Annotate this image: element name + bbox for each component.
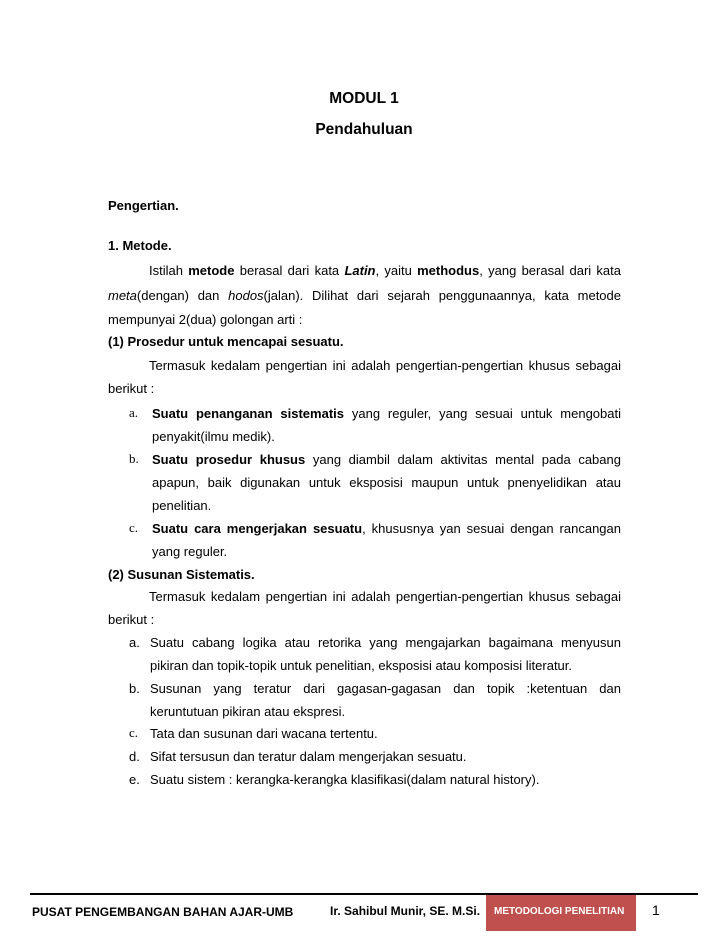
susunan-item-e-marker: e. — [129, 772, 140, 787]
section-heading: Pengertian. — [108, 198, 179, 213]
prosedur-item-c-marker: c. — [129, 520, 139, 535]
prosedur-item-a-marker: a. — [129, 405, 139, 420]
prosedur-intro-2: berikut : — [108, 381, 155, 396]
susunan-item-a-marker: a. — [129, 635, 140, 650]
prosedur-item-b-line-1: Suatu prosedur khusus yang diambil dalam aktivitas mental pada cabang — [152, 452, 621, 467]
footer-author: Ir. Sahibul Munir, SE. M.Si. — [330, 904, 481, 918]
prosedur-item-a-line-1: Suatu penanganan sistematis yang reguler, yang sesuai untuk mengobati — [152, 406, 621, 421]
prosedur-item-c-line-2: yang reguler. — [152, 544, 228, 559]
susunan-item-b-line-1: Susunan yang teratur dari gagasan-gagasan dan topik :ketentuan dan — [150, 681, 621, 696]
prosedur-intro-1: Termasuk kedalam pengertian ini adalah pengertian-pengertian khusus sebagai — [149, 358, 621, 373]
susunan-item-c-marker: c. — [129, 725, 139, 740]
prosedur-item-a-line-2: penyakit(ilmu medik). — [152, 429, 275, 444]
susunan-item-a-line-1: Suatu cabang logika atau retorika yang mengajarkan bagaimana menyusun — [150, 635, 621, 650]
susunan-item-b-marker: b. — [129, 681, 140, 696]
page-subtitle: Pendahuluan — [315, 121, 413, 138]
prosedur-item-b-marker: b. — [129, 451, 139, 466]
prosedur-item-c-line-1: Suatu cara mengerjakan sesuatu, khususnya yan sesuai dengan rancangan — [152, 521, 621, 536]
susunan-item-a-line-2: pikiran dan topik-topik untuk penelitian, eksposisi atau komposisi literatur. — [150, 658, 573, 673]
susunan-item-b-line-2: keruntutuan pikiran atau ekspresi. — [150, 704, 346, 719]
susunan-item-d-marker: d. — [129, 749, 140, 764]
prosedur-item-b-line-3: penelitian. — [152, 498, 212, 513]
metode-heading: 1. Metode. — [108, 238, 172, 253]
footer-course-label: METODOLOGI PENELITIAN — [494, 906, 625, 917]
footer-course-badge — [486, 895, 636, 931]
page-title: MODUL 1 — [329, 90, 399, 107]
susunan-item-d-line-1: Sifat tersusun dan teratur dalam mengerjakan sesuatu. — [150, 749, 467, 764]
prosedur-item-b-line-2: apapun, baik digunakan untuk eksposisi maupun untuk pnenyelidikan atau — [152, 475, 621, 490]
susunan-item-c-line-1: Tata dan susunan dari wacana tertentu. — [150, 726, 378, 741]
prosedur-heading: (1) Prosedur untuk mencapai sesuatu. — [108, 334, 344, 349]
footer-institution: PUSAT PENGEMBANGAN BAHAN AJAR-UMB — [32, 905, 294, 919]
susunan-intro-1: Termasuk kedalam pengertian ini adalah pengertian-pengertian khusus sebagai — [149, 589, 621, 604]
metode-line-3: mempunyai 2(dua) golongan arti : — [108, 312, 303, 327]
metode-line-2: meta(dengan) dan hodos(jalan). Dilihat dari sejarah penggunaannya, kata metode — [108, 288, 621, 303]
metode-line-1: Istilah metode berasal dari kata Latin, yaitu methodus, yang berasal dari kata — [149, 263, 621, 278]
susunan-intro-2: berikut : — [108, 612, 155, 627]
page-number: 1 — [652, 902, 660, 918]
susunan-item-e-line-1: Suatu sistem : kerangka-kerangka klasifikasi(dalam natural history). — [150, 772, 540, 787]
susunan-heading: (2) Susunan Sistematis. — [108, 567, 255, 582]
